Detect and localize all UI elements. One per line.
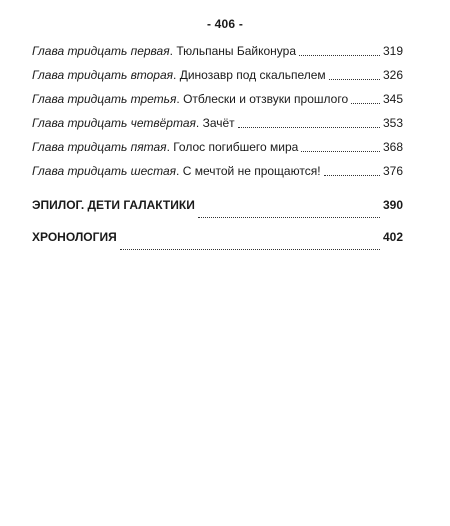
toc-entry xyxy=(32,68,403,92)
toc-entry xyxy=(32,164,403,188)
chapter-number: Глава тридцать пятая xyxy=(32,140,167,154)
page-ref: 402 xyxy=(382,230,403,244)
chapter-title: Зачёт xyxy=(202,116,235,130)
toc-entry-title: Глава тридцать шестая. С мечтой не прощаются! xyxy=(32,164,321,178)
dot-leader xyxy=(324,174,380,176)
toc-entry xyxy=(32,116,403,140)
dot-leader xyxy=(120,248,380,250)
toc-entry xyxy=(32,44,403,68)
dot-leader xyxy=(238,126,380,128)
page-ref: 368 xyxy=(382,140,403,154)
toc-entry-title: Глава тридцать третья. Отблески и отзвуки прошлого xyxy=(32,92,349,106)
page-ref: 326 xyxy=(382,68,403,82)
chapter-title: Динозавр под скальпелем xyxy=(179,68,326,82)
chapter-title: Тюльпаны Байконура xyxy=(176,44,297,58)
page-ref: 345 xyxy=(382,92,403,106)
table-of-contents xyxy=(32,44,403,262)
chapter-number: Глава тридцать четвёртая xyxy=(32,116,196,130)
page-ref: 319 xyxy=(382,44,403,58)
toc-entry xyxy=(32,92,403,116)
page-ref: 390 xyxy=(382,198,403,212)
chapter-number: Глава тридцать шестая xyxy=(32,164,177,178)
dot-leader xyxy=(329,78,380,80)
toc-entry-title: Глава тридцать пятая. Голос погибшего мира xyxy=(32,140,299,154)
toc-section-epilogue xyxy=(32,198,403,230)
toc-section-chronology xyxy=(32,230,403,262)
page-ref: 353 xyxy=(382,116,403,130)
dot-leader xyxy=(301,150,380,152)
page-ref: 376 xyxy=(382,164,403,178)
chapter-number: Глава тридцать третья xyxy=(32,92,177,106)
dot-leader xyxy=(198,216,380,218)
section-title: ХРОНОЛОГИЯ xyxy=(32,230,117,244)
chapter-title: Отблески и отзвуки прошлого xyxy=(183,92,349,106)
dot-leader xyxy=(299,54,380,56)
dot-leader xyxy=(351,102,380,104)
chapter-number: Глава тридцать вторая xyxy=(32,68,174,82)
chapter-title: С мечтой не прощаются! xyxy=(182,164,321,178)
section-gap xyxy=(32,188,403,198)
toc-entry-title: Глава тридцать вторая. Динозавр под скальпелем xyxy=(32,68,326,82)
toc-entry-title: Глава тридцать первая. Тюльпаны Байконура xyxy=(32,44,297,58)
chapter-number: Глава тридцать первая xyxy=(32,44,170,58)
toc-entry-title: Глава тридцать четвёртая. Зачёт xyxy=(32,116,235,130)
chapter-title: Голос погибшего мира xyxy=(173,140,299,154)
page-number: - 406 - xyxy=(206,17,244,31)
toc-entry xyxy=(32,140,403,164)
section-title: ЭПИЛОГ. ДЕТИ ГАЛАКТИКИ xyxy=(32,198,195,212)
